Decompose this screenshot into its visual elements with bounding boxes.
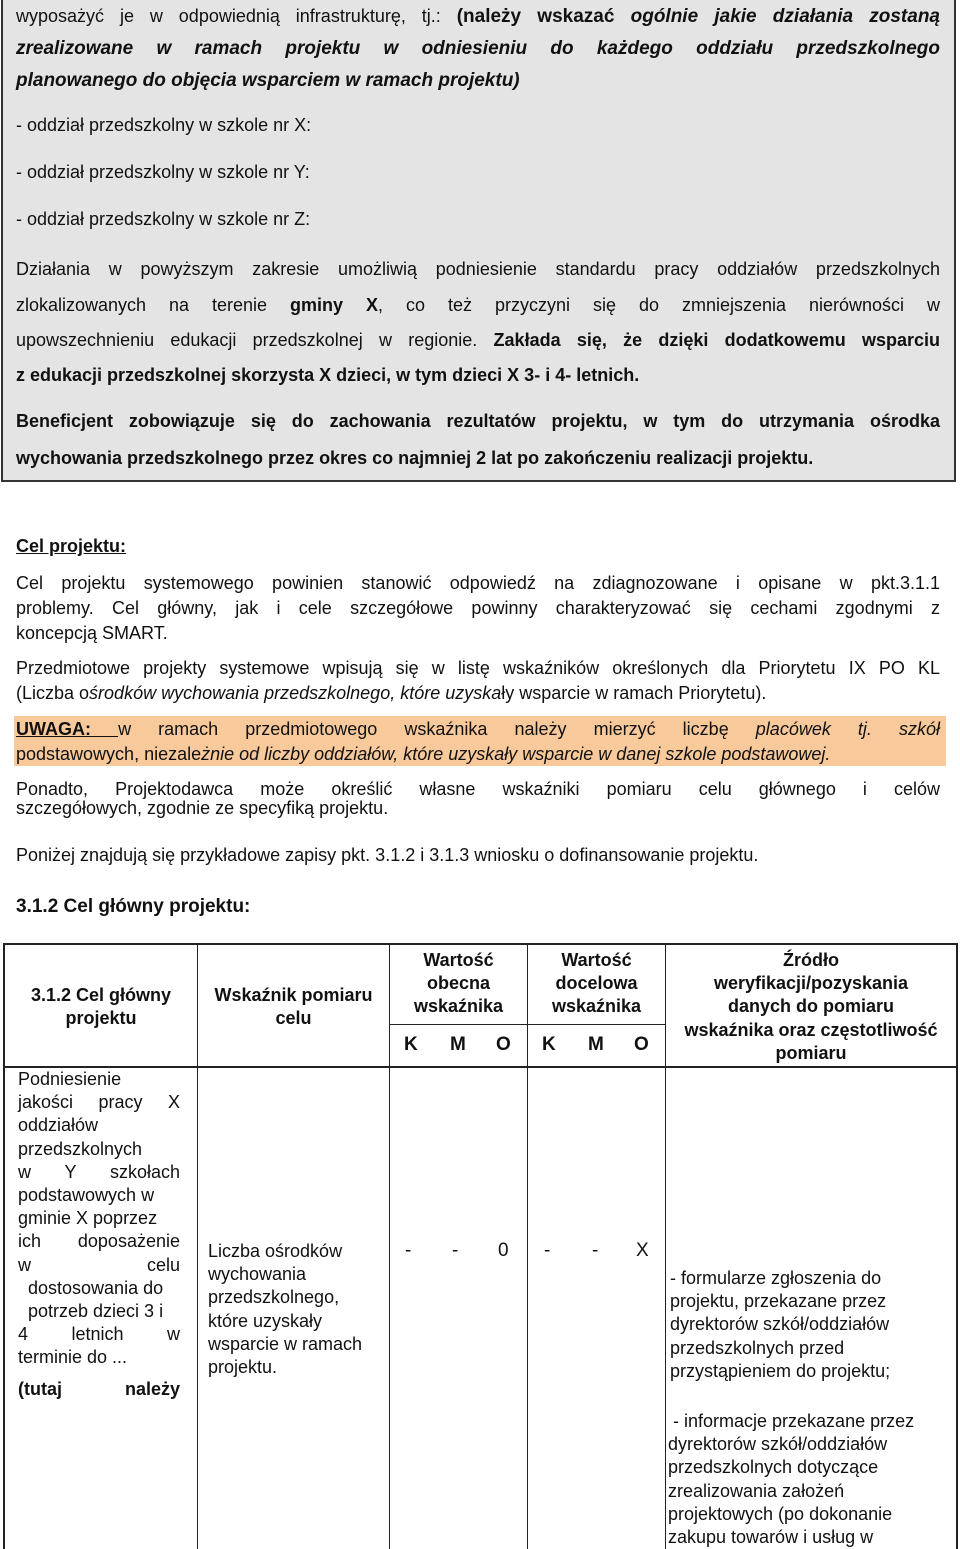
th-line: Wartość <box>423 950 494 970</box>
th-line: docelowa <box>555 973 638 994</box>
cel-heading: Cel projektu: <box>16 536 127 556</box>
uwaga-line-2 <box>16 743 830 765</box>
cel-p1-line-3: koncepcją SMART. <box>16 623 168 643</box>
sub-o-obecna: O <box>496 1034 511 1055</box>
cell-line: jakości pracy X <box>18 1092 180 1113</box>
intro-line-2: zrealizowane w ramach projektu w odniesieniu do każdego oddziału przedszkolnego <box>16 38 940 59</box>
cell-cel-glowny <box>18 1068 180 1401</box>
cell-line: dyrektorów szkół/oddziałów <box>668 1434 888 1455</box>
cell-line: w celu <box>18 1254 180 1275</box>
cell-line: projektu. <box>208 1357 278 1378</box>
intro-para-bold: Zakłada się, że dzięki dodatkowemu wsparciu <box>493 330 940 350</box>
cell-line: wychowania <box>208 1264 307 1285</box>
uwaga-text: podstawowych, niezale <box>16 744 202 764</box>
cell-line: oddziałów <box>18 1115 99 1136</box>
th-zrodlo <box>666 949 956 1065</box>
uwaga-line-1 <box>16 718 940 740</box>
cel-p2-text: ły wsparcie w ramach Priorytetu). <box>501 683 767 703</box>
sub-k-docelowa: K <box>542 1034 556 1055</box>
cell-wskaznik <box>208 1240 386 1379</box>
th-line: wskaźnika <box>413 996 504 1017</box>
intro-para-line-1: Działania w powyższym zakresie umożliwią podniesienie standardu pracy oddziałów przedszkolnych <box>16 259 940 279</box>
cell-line: projektowych (po dokonanie <box>668 1503 893 1524</box>
th-line: pomiaru <box>775 1042 847 1063</box>
th-line: weryfikacji/pozyskania <box>713 973 909 994</box>
cell-line: projektu, przekazane przez <box>670 1291 887 1312</box>
cell-line: dyrektorów szkół/oddziałów <box>670 1314 890 1335</box>
table-border-col1 <box>197 943 198 1549</box>
cell-line: które uzyskały <box>208 1310 323 1331</box>
intro-para-line-4: z edukacji przedszkolnej skorzysta X dzieci, w tym dzieci X 3- i 4- letnich. <box>16 365 640 385</box>
intro-para-text: upowszechnieniu edukacji przedszkolnej w regionie. <box>16 330 494 350</box>
th-line: Źródło <box>783 950 839 970</box>
sub-m-docelowa: M <box>588 1034 604 1055</box>
intro-para-gmina: gminy X <box>290 295 379 315</box>
value-k-docelowa: - <box>544 1240 551 1261</box>
th-line: projektu <box>65 1008 137 1029</box>
cell-line: przedszkolnych przed <box>670 1337 845 1358</box>
cell-line: w Y szkołach <box>18 1161 180 1182</box>
table-border-col2 <box>389 943 390 1549</box>
cell-line: gminie X poprzez <box>18 1208 158 1229</box>
cell-line: - informacje przekazane przez <box>668 1411 915 1431</box>
cell-zrodlo-formularze <box>670 1267 954 1383</box>
value-o-docelowa: X <box>636 1240 649 1261</box>
th-wartosc-obecna <box>390 949 527 1019</box>
cel-p3-line-1: Ponadto, Projektodawca może określić własne wskaźniki pomiaru celu głównego i celów <box>16 779 940 799</box>
table-border-left <box>3 943 5 1549</box>
beneficjent-line-2: wychowania przedszkolnego przez okres co najmniej 2 lat po zakończeniu realizacji projektu. <box>16 448 814 468</box>
cell-line: dostosowania do <box>28 1277 164 1298</box>
uwaga-label: UWAGA: <box>16 719 119 739</box>
cel-p2-italic: środków wychowania przedszkolnego, które uzyska <box>89 683 502 703</box>
sub-k-obecna: K <box>404 1034 418 1055</box>
intro-item-z: - oddział przedszkolny w szkole nr Z: <box>16 209 311 229</box>
cel-p2-text: (Liczba o <box>16 683 90 703</box>
cell-line: zrealizowania założeń <box>668 1480 845 1501</box>
cell-line: przedszkolnych <box>18 1138 143 1159</box>
cel-p2-line-2 <box>16 682 766 704</box>
cell-line: Podniesienie <box>18 1069 122 1089</box>
cel-p4: Poniżej znajdują się przykładowe zapisy pkt. 3.1.2 i 3.1.3 wniosku o dofinansowanie projektu. <box>16 845 759 865</box>
intro-text: wyposażyć je w odpowiednią infrastrukturę, tj.: <box>16 6 457 26</box>
value-m-obecna: - <box>452 1240 459 1261</box>
cell-line-note: (tutaj należy <box>18 1378 180 1399</box>
th-line: Wartość <box>561 950 632 970</box>
intro-note-italic: ogólnie jakie działania zostaną <box>630 6 940 27</box>
sub-o-docelowa: O <box>634 1034 649 1055</box>
value-k-obecna: - <box>405 1240 412 1261</box>
th-line: Wskaźnik pomiaru <box>214 985 373 1005</box>
intro-para-text: , co też przyczyni się do zmniejszenia nierówności w <box>378 295 941 315</box>
value-o-obecna: 0 <box>498 1240 509 1261</box>
cel-p2-line-1: Przedmiotowe projekty systemowe wpisują się w listę wskaźników określonych dla Priorytetu IX PO KL <box>16 658 940 678</box>
cell-line: terminie do ... <box>18 1347 128 1368</box>
th-wartosc-docelowa <box>528 949 665 1019</box>
th-cel-glowny <box>5 984 197 1030</box>
cell-line: wsparcie w ramach <box>208 1333 363 1354</box>
intro-line-1 <box>16 5 940 28</box>
cell-line: przedszkolnego, <box>208 1287 340 1308</box>
beneficjent-line-1: Beneficjent zobowiązuje się do zachowania rezultatów projektu, w tym do utrzymania ośrodka <box>16 411 940 431</box>
sub-m-obecna: M <box>450 1034 466 1055</box>
uwaga-text: w ramach przedmiotowego wskaźnika należy mierzyć liczbę <box>118 719 756 739</box>
table-border-right <box>956 943 958 1549</box>
intro-note-start: (należy wskazać <box>456 6 631 27</box>
table-border-top <box>3 943 957 945</box>
intro-line-3: planowanego do objęcia wsparciem w ramach projektu) <box>16 70 520 91</box>
cell-line: ich doposażenie <box>18 1231 180 1252</box>
table-border-col3 <box>527 943 528 1549</box>
th-wskaznik <box>198 984 389 1030</box>
cel-p1-line-1: Cel projektu systemowego powinien stanowić odpowiedź na zdiagnozowane i opisane w pkt.3.1.1 <box>16 573 940 593</box>
cell-line: 4 letnich w <box>18 1324 180 1345</box>
intro-para-line-3 <box>16 329 940 351</box>
cell-line: - formularze zgłoszenia do <box>670 1268 882 1288</box>
cell-line: przedszkolnych dotyczące <box>668 1457 879 1478</box>
cell-line: przystąpieniem do projektu; <box>670 1360 891 1381</box>
intro-item-x: - oddział przedszkolny w szkole nr X: <box>16 115 312 135</box>
cell-line: Liczba ośrodków <box>208 1241 343 1261</box>
cel-p3-line-2: szczegółowych, zgodnie ze specyfiką projektu. <box>16 798 389 818</box>
cell-line: zakupu towarów i usług w <box>668 1527 874 1548</box>
th-line: wskaźnika <box>551 996 642 1017</box>
th-line: 3.1.2 Cel główny <box>30 985 172 1005</box>
th-line: celu <box>275 1008 312 1029</box>
section-312-heading: 3.1.2 Cel główny projektu: <box>16 896 251 917</box>
intro-para-line-2 <box>16 294 940 316</box>
th-line: danych do pomiaru <box>727 996 895 1017</box>
th-line: wskaźnika oraz częstotliwość <box>684 1019 938 1040</box>
cell-line: potrzeb dzieci 3 i <box>28 1301 164 1322</box>
uwaga-italic: placówek tj. szkół <box>755 719 941 739</box>
cel-p1-line-2: problemy. Cel główny, jak i cele szczegółowe powinny charakteryzować się cechami zgodnymi z <box>16 598 940 618</box>
cell-zrodlo-informacje <box>668 1410 954 1549</box>
cell-line: podstawowych w <box>18 1185 155 1206</box>
intro-para-text: zlokalizowanych na terenie <box>16 295 291 315</box>
uwaga-italic: żnie od liczby oddziałów, które uzyskały wsparcie w danej szkole podstawowej. <box>201 744 831 764</box>
th-line: obecna <box>426 973 491 994</box>
intro-item-y: - oddział przedszkolny w szkole nr Y: <box>16 162 310 182</box>
value-m-docelowa: - <box>592 1240 599 1261</box>
